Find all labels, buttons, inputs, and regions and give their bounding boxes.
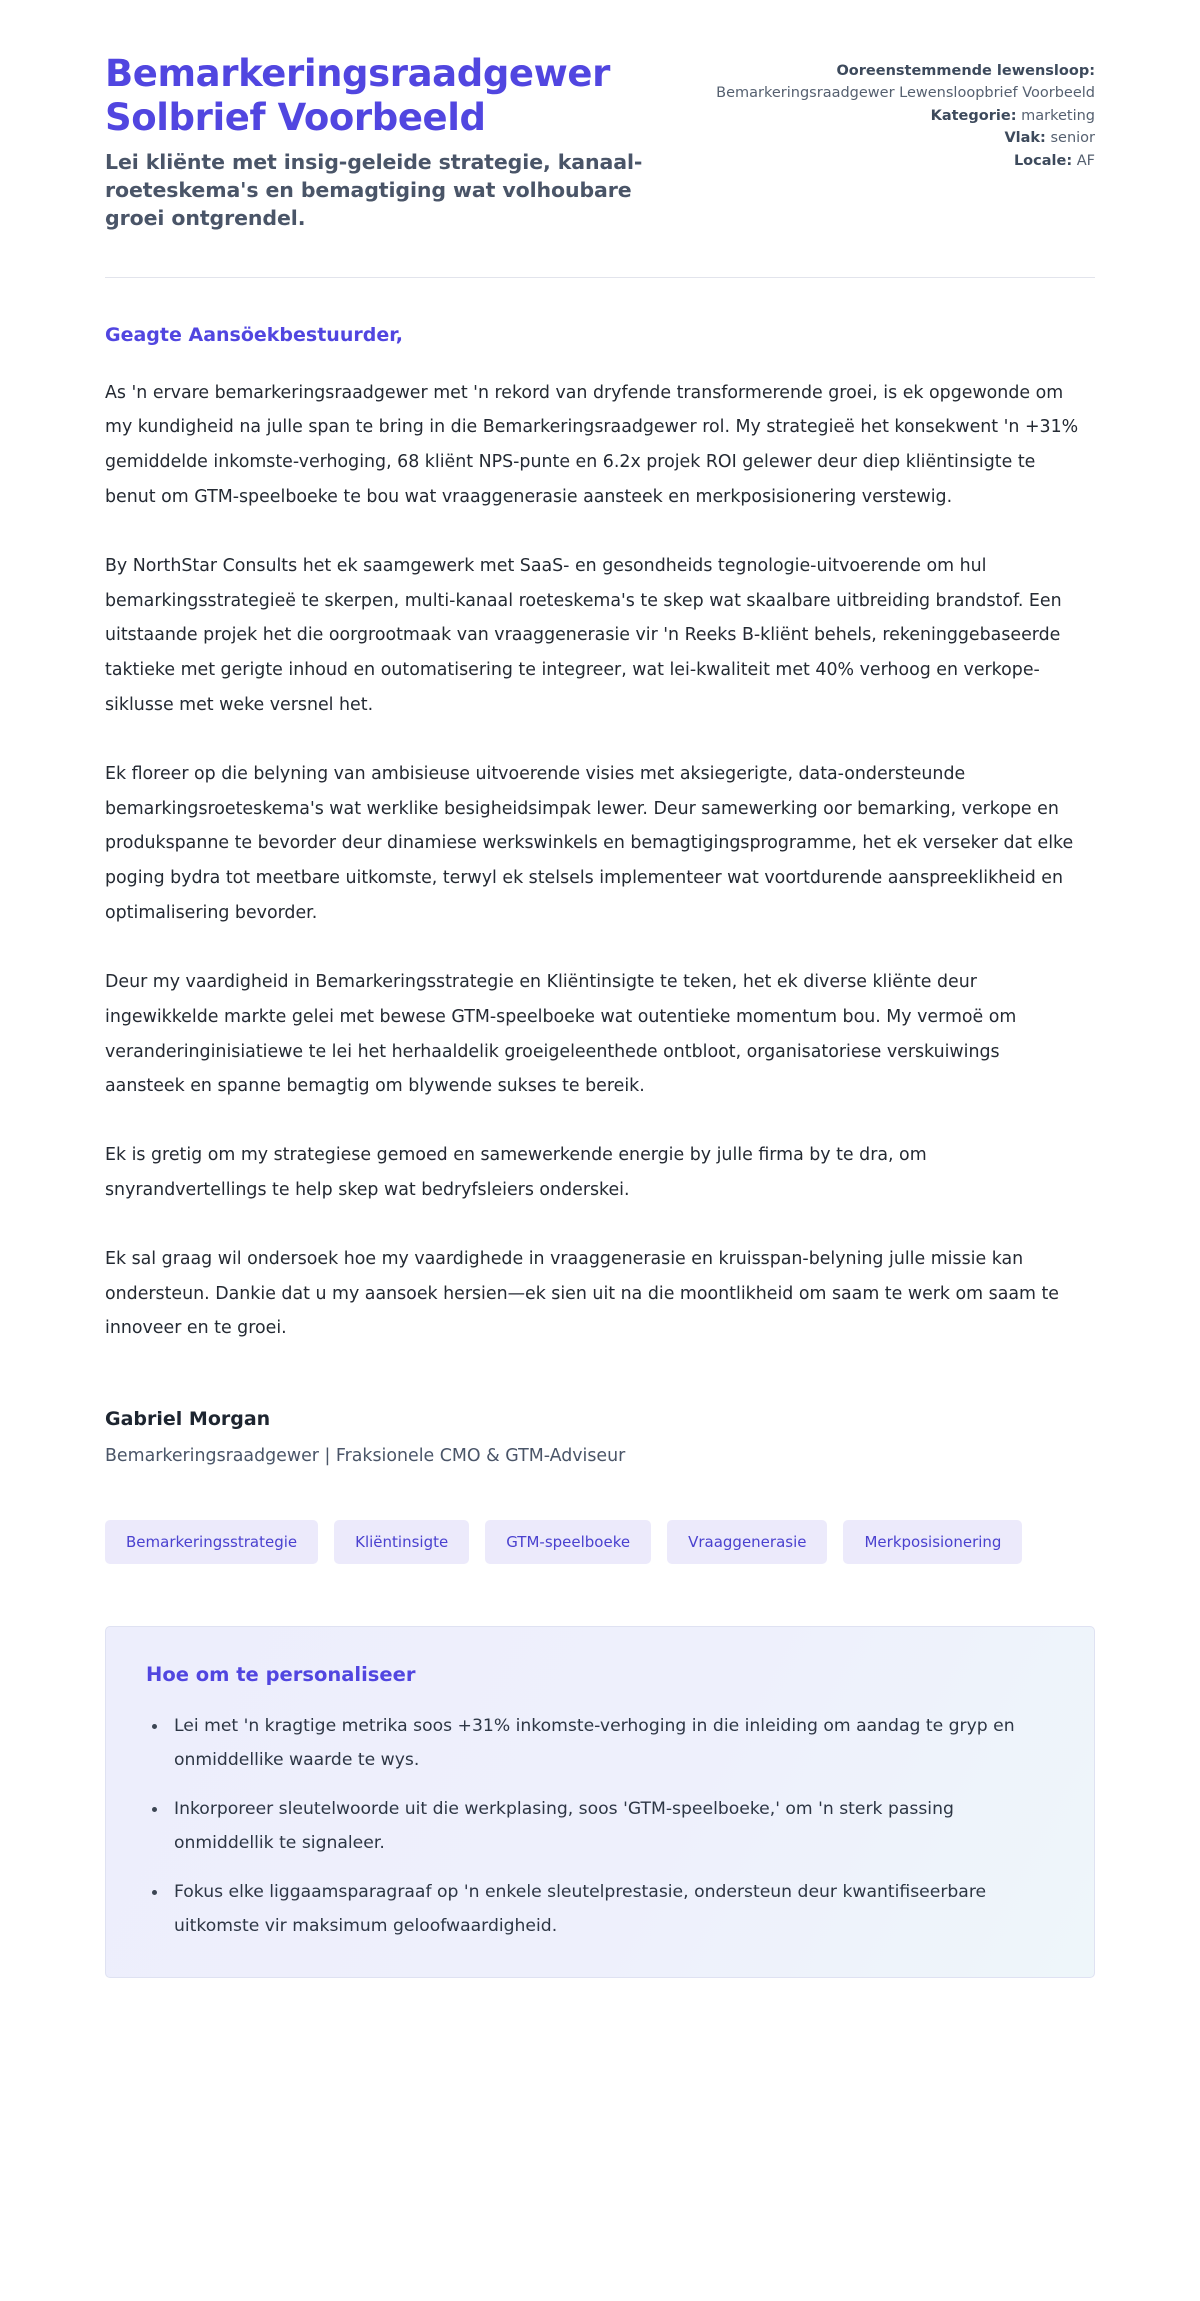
signature-name: Gabriel Morgan bbox=[105, 1408, 271, 1431]
tips-list-item: Inkorporeer sleutelwoorde uit die werkplasing, soos 'GTM-speelboeke,' om 'n sterk passing onmiddellik te signaleer. bbox=[146, 1793, 1026, 1860]
category-value: marketing bbox=[1021, 107, 1095, 124]
letter-paragraph: Ek floreer op die belyning van ambisieuse uitvoerende visies met aksiegerigte, data-ondersteunde bemarkingsroeteskema's wat werklike besigheidsimpak lewer. Deur samewerking oor bemarking, verkope en produkspanne te bevorder deur dinamiese werkswinkels en bemagtigingsprogramme, het ek verseker dat elke poging bydra tot meetbare uitkomste, terwyl ek stelsels implementeer wat voortdurende aanspreeklikheid en optimalisering bevorder. bbox=[105, 763, 1074, 924]
letter-paragraph: Ek is gretig om my strategiese gemoed en samewerkende energie by julle firma by te dra, om snyrandvertellings te help skep wat bedryfsleiers onderskei. bbox=[105, 1145, 927, 1200]
page-subtitle: Lei kliënte met insig-geleide strategie, kanaal-roeteskema's en bemagtiging wat volhoubare groei ontgrendel. bbox=[105, 150, 643, 231]
personalization-tips-panel bbox=[105, 1626, 1095, 1978]
skill-tag[interactable]: Merkposisionering bbox=[843, 1520, 1022, 1564]
signature-block bbox=[105, 1408, 1095, 1466]
matching-resume-label: Ooreenstemmende lewensloop: bbox=[836, 63, 1095, 79]
meta-locale bbox=[716, 150, 1095, 172]
skill-tag[interactable]: Bemarkeringsstrategie bbox=[105, 1520, 318, 1564]
locale-value: AF bbox=[1076, 152, 1095, 169]
tips-panel-title: Hoe om te personaliseer bbox=[146, 1663, 416, 1687]
meta-matching-resume-value bbox=[716, 82, 1095, 104]
matching-resume-value: Bemarkeringsraadgewer Lewensloopbrief Voorbeeld bbox=[716, 85, 1095, 102]
letter-body bbox=[105, 278, 1095, 1347]
tips-list-item: Lei met 'n kragtige metrika soos +31% inkomste-verhoging in die inleiding om aandag te gryp en onmiddellike waarde te wys. bbox=[146, 1710, 1026, 1777]
letter-salutation: Geagte Aansöekbestuurder, bbox=[105, 323, 404, 346]
letter-paragraph: Ek sal graag wil ondersoek hoe my vaardighede in vraaggenerasie en kruisspan-belyning julle missie kan ondersteun. Dankie dat u my aansoek hersien—ek sien uit na die moontlikheid om saam te werk om saam te innoveer en te groei. bbox=[105, 1248, 1059, 1339]
page-header bbox=[105, 0, 1095, 233]
level-label: Vlak: bbox=[1004, 130, 1046, 147]
level-value: senior bbox=[1050, 130, 1095, 147]
signature-role: Bemarkeringsraadgewer | Fraksionele CMO & GTM-Adviseur bbox=[105, 1446, 626, 1467]
skill-tag-list bbox=[105, 1520, 1095, 1564]
letter-paragraph: Deur my vaardigheid in Bemarkeringsstrategie en Kliëntinsigte te teken, het ek diverse kliënte deur ingewikkelde markte gelei met bewese GTM-speelboeke wat outentieke momentum bou. My vermoë om veranderinginisiatiewe te lei het herhaaldelik groeigeleenthede ontbloot, organisatoriese verskuiwings aansteek en spanne bemagtig om blywende sukses te bereik. bbox=[105, 971, 1017, 1097]
letter-paragraph: As 'n ervare bemarkeringsraadgewer met 'n rekord van dryfende transformerende groei, is ek opgewonde om my kundigheid na julle span te bring in die Bemarkeringsraadgewer rol. My strategieë het konsekwent 'n +31% gemiddelde inkomste-verhoging, 68 kliënt NPS-punte en 6.2x projek ROI gelewer deur diep kliëntinsigte te benut om GTM-speelboeke te bou wat vraaggenerasie aansteek en merkposisionering verstewig. bbox=[105, 382, 1079, 507]
locale-label: Locale: bbox=[1013, 152, 1073, 169]
page-title: Bemarkeringsraadgewer Solbrief Voorbeeld bbox=[105, 52, 610, 139]
tips-list-item: Fokus elke liggaamsparagraaf op 'n enkele sleutelprestasie, ondersteun deur kwantifiseerbare uitkomste vir maksimum geloofwaardigheid. bbox=[146, 1876, 1026, 1943]
meta-level bbox=[716, 127, 1095, 149]
meta-category bbox=[716, 105, 1095, 127]
letter-paragraph: By NorthStar Consults het ek saamgewerk met SaaS- en gesondheids tegnologie-uitvoerende om hul bemarkingsstrategieë te skerpen, multi-kanaal roeteskema's te skep wat skaalbare uitbreiding brandstof. Een uitstaande projek het die oorgrootmaak van vraaggenerasie vir 'n Reeks B-kliënt behels, rekeninggebaseerde taktieke met gerigte inhoud en outomatisering te integreer, wat lei-kwaliteit met 40% verhoog en verkope-siklusse met weke versnel het. bbox=[105, 555, 1062, 716]
skill-tag[interactable]: GTM-speelboeke bbox=[485, 1520, 651, 1564]
skill-tag[interactable]: Kliëntinsigte bbox=[334, 1520, 469, 1564]
document-metadata bbox=[716, 52, 1095, 172]
header-title-block bbox=[105, 52, 676, 233]
category-label: Kategorie: bbox=[930, 107, 1017, 124]
meta-matching-resume-label bbox=[716, 60, 1095, 82]
tips-list bbox=[146, 1710, 1054, 1943]
skill-tag[interactable]: Vraaggenerasie bbox=[667, 1520, 827, 1564]
